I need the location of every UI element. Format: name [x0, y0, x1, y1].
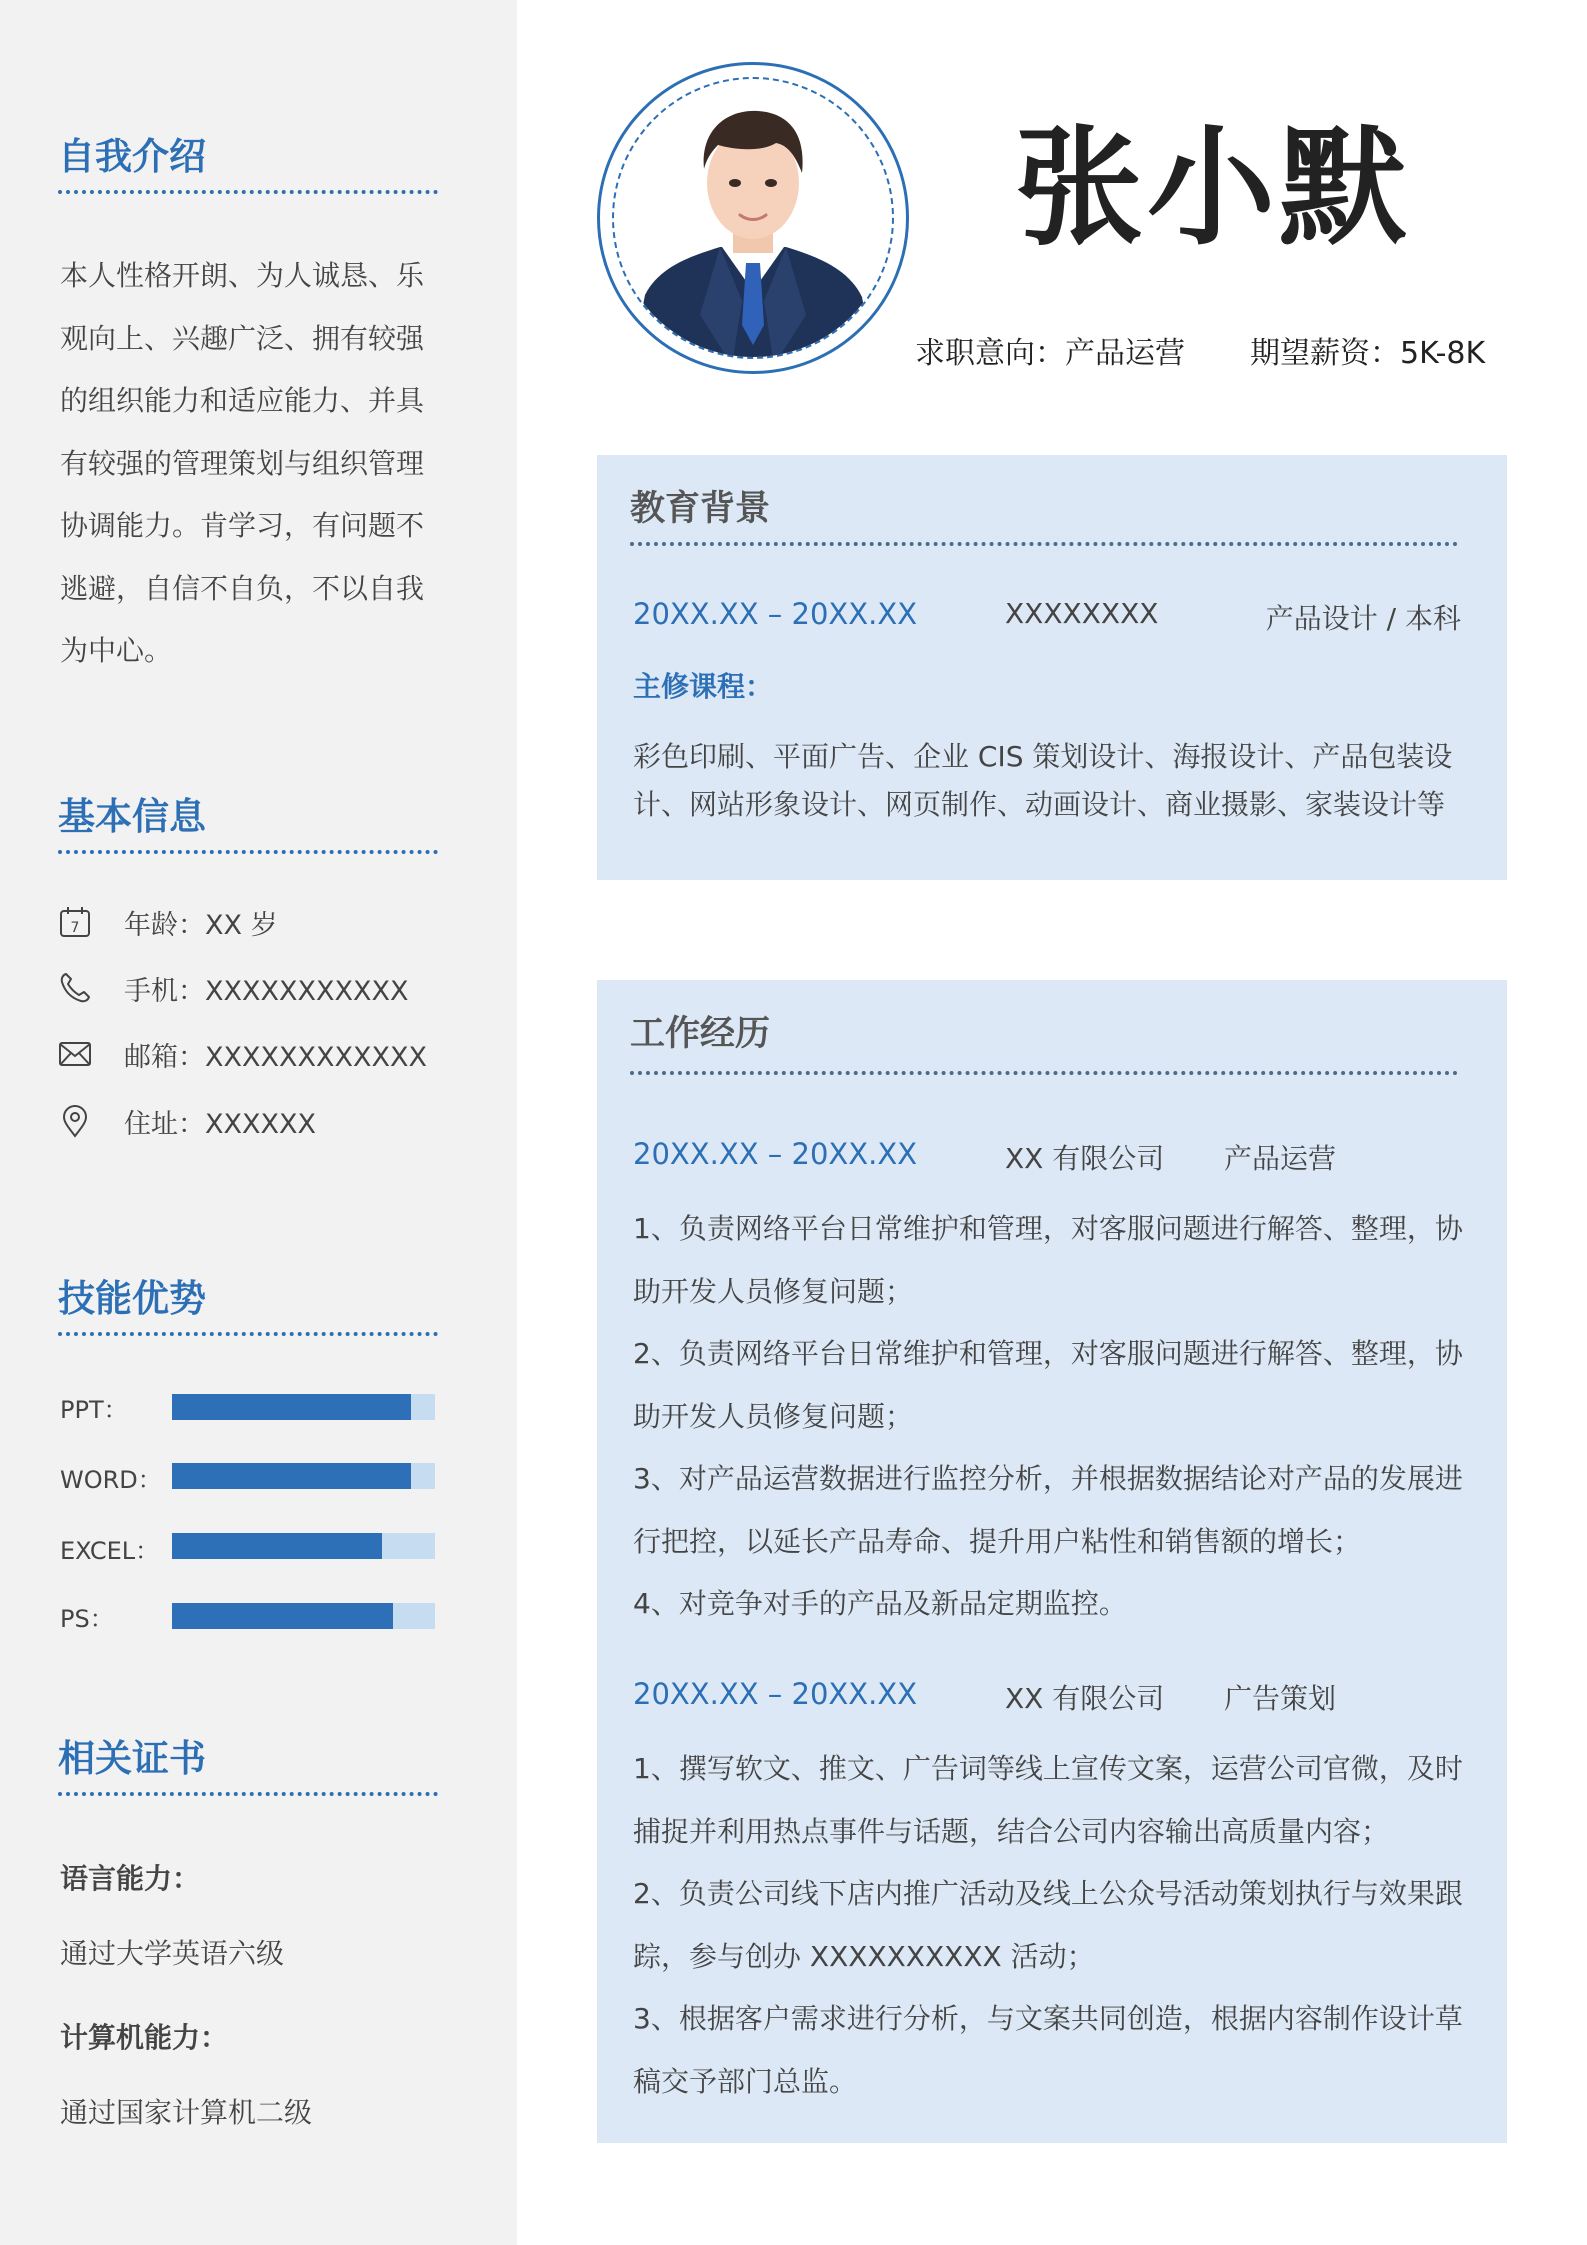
basic-info-divider [58, 850, 438, 854]
candidate-name: 张小默 [1015, 114, 1412, 263]
duty-item: 1、撰写软文、推文、广告词等线上宣传文案，运营公司官微，及时捕捉并利用热点事件与话题，结合公司内容输出高质量内容； [633, 1752, 1463, 1848]
education-period: 20XX.XX – 20XX.XX [633, 597, 918, 631]
skill-fill [172, 1394, 411, 1420]
phone-icon [58, 971, 92, 1005]
courses-text: 彩色印刷、平面广告、企业 CIS 策划设计、海报设计、产品包装设计、网站形象设计、网页制作、动画设计、商业摄影、家装设计等 [633, 740, 1453, 821]
self-intro-title: 自我介绍 [58, 135, 206, 178]
certificates-divider [58, 1792, 438, 1796]
skill-label-ppt: PPT： [60, 1396, 128, 1424]
duty-item: 4、对竞争对手的产品及新品定期监控。 [633, 1587, 1127, 1620]
info-email-text: 邮箱：XXXXXXXXXXXX [124, 1041, 427, 1073]
skills-divider [58, 1332, 438, 1336]
education-school: XXXXXXXX [1005, 597, 1159, 630]
duty-item: 2、负责网络平台日常维护和管理，对客服问题进行解答、整理，协助开发人员修复问题； [633, 1337, 1463, 1433]
self-intro-divider [58, 190, 438, 194]
info-address-text: 住址：XXXXXX [124, 1108, 316, 1140]
duty-item: 1、负责网络平台日常维护和管理，对客服问题进行解答、整理，协助开发人员修复问题； [633, 1212, 1463, 1308]
skill-label-excel: EXCEL： [60, 1537, 160, 1565]
basic-info-title: 基本信息 [58, 795, 206, 838]
job-2-period: 20XX.XX – 20XX.XX [633, 1677, 918, 1711]
cert-computer-value: 通过国家计算机二级 [60, 2096, 313, 2129]
calendar-icon [58, 905, 92, 939]
mail-icon [58, 1037, 92, 1071]
job-intent: 求职意向：产品运营 [915, 336, 1185, 371]
certificates-title: 相关证书 [58, 1737, 206, 1780]
skill-bar-ppt [172, 1394, 435, 1420]
svg-text:7: 7 [70, 920, 80, 936]
skills-title: 技能优势 [58, 1277, 206, 1320]
job-2-duties [633, 1738, 1483, 2113]
skill-fill [172, 1463, 411, 1489]
job-1-role: 产品运营 [1224, 1142, 1337, 1175]
self-intro-text: 本人性格开朗、为人诚恳、乐观向上、兴趣广泛、拥有较强的组织能力和适应能力、并具有较强的管理策划与组织管理协调能力。肯学习，有问题不逃避，自信不自负，不以自我为中心。 [60, 259, 425, 667]
info-age [58, 902, 278, 942]
expected-salary: 期望薪资：5K-8K [1250, 336, 1486, 371]
skill-bar-ps [172, 1603, 435, 1629]
cert-computer-heading: 计算机能力： [60, 2021, 229, 2054]
education-title: 教育背景 [630, 489, 771, 529]
duty-item: 3、对产品运营数据进行监控分析，并根据数据结论对产品的发展进行把控，以延长产品寿命、提升用户粘性和销售额的增长； [633, 1462, 1463, 1558]
courses-label: 主修课程： [633, 670, 774, 703]
info-phone-text: 手机：XXXXXXXXXXX [124, 975, 409, 1007]
info-address [58, 1101, 316, 1141]
job-1-period: 20XX.XX – 20XX.XX [633, 1137, 918, 1171]
skill-fill [172, 1533, 382, 1559]
cert-language-heading: 语言能力： [60, 1862, 201, 1895]
education-divider [630, 542, 1458, 546]
job-1-company: XX 有限公司 [1005, 1142, 1165, 1175]
info-phone [58, 968, 408, 1008]
avatar-illustration [600, 65, 906, 371]
info-age-text: 年龄：XX 岁 [124, 909, 278, 941]
skill-bar-word [172, 1463, 435, 1489]
work-title: 工作经历 [630, 1014, 771, 1054]
info-email [58, 1034, 427, 1074]
education-major: 产品设计 / 本科 [1265, 602, 1461, 635]
skill-fill [172, 1603, 393, 1629]
sidebar [0, 0, 517, 2245]
education-panel [597, 455, 1507, 880]
skill-label-word: WORD： [60, 1466, 162, 1494]
avatar [597, 62, 909, 374]
work-divider [630, 1071, 1458, 1075]
job-2-role: 广告策划 [1224, 1682, 1337, 1715]
work-panel [597, 980, 1507, 2143]
duty-item: 2、负责公司线下店内推广活动及线上公众号活动策划执行与效果跟踪，参与创办 XXXXXXXXXX 活动； [633, 1877, 1463, 1973]
skill-bar-excel [172, 1533, 435, 1559]
job-1-duties [633, 1198, 1483, 1636]
skill-label-ps: PS： [60, 1605, 114, 1633]
job-2-company: XX 有限公司 [1005, 1682, 1165, 1715]
duty-item: 3、根据客户需求进行分析，与文案共同创造，根据内容制作设计草稿交予部门总监。 [633, 2002, 1463, 2098]
cert-language-value: 通过大学英语六级 [60, 1937, 285, 1970]
location-icon [58, 1104, 92, 1138]
